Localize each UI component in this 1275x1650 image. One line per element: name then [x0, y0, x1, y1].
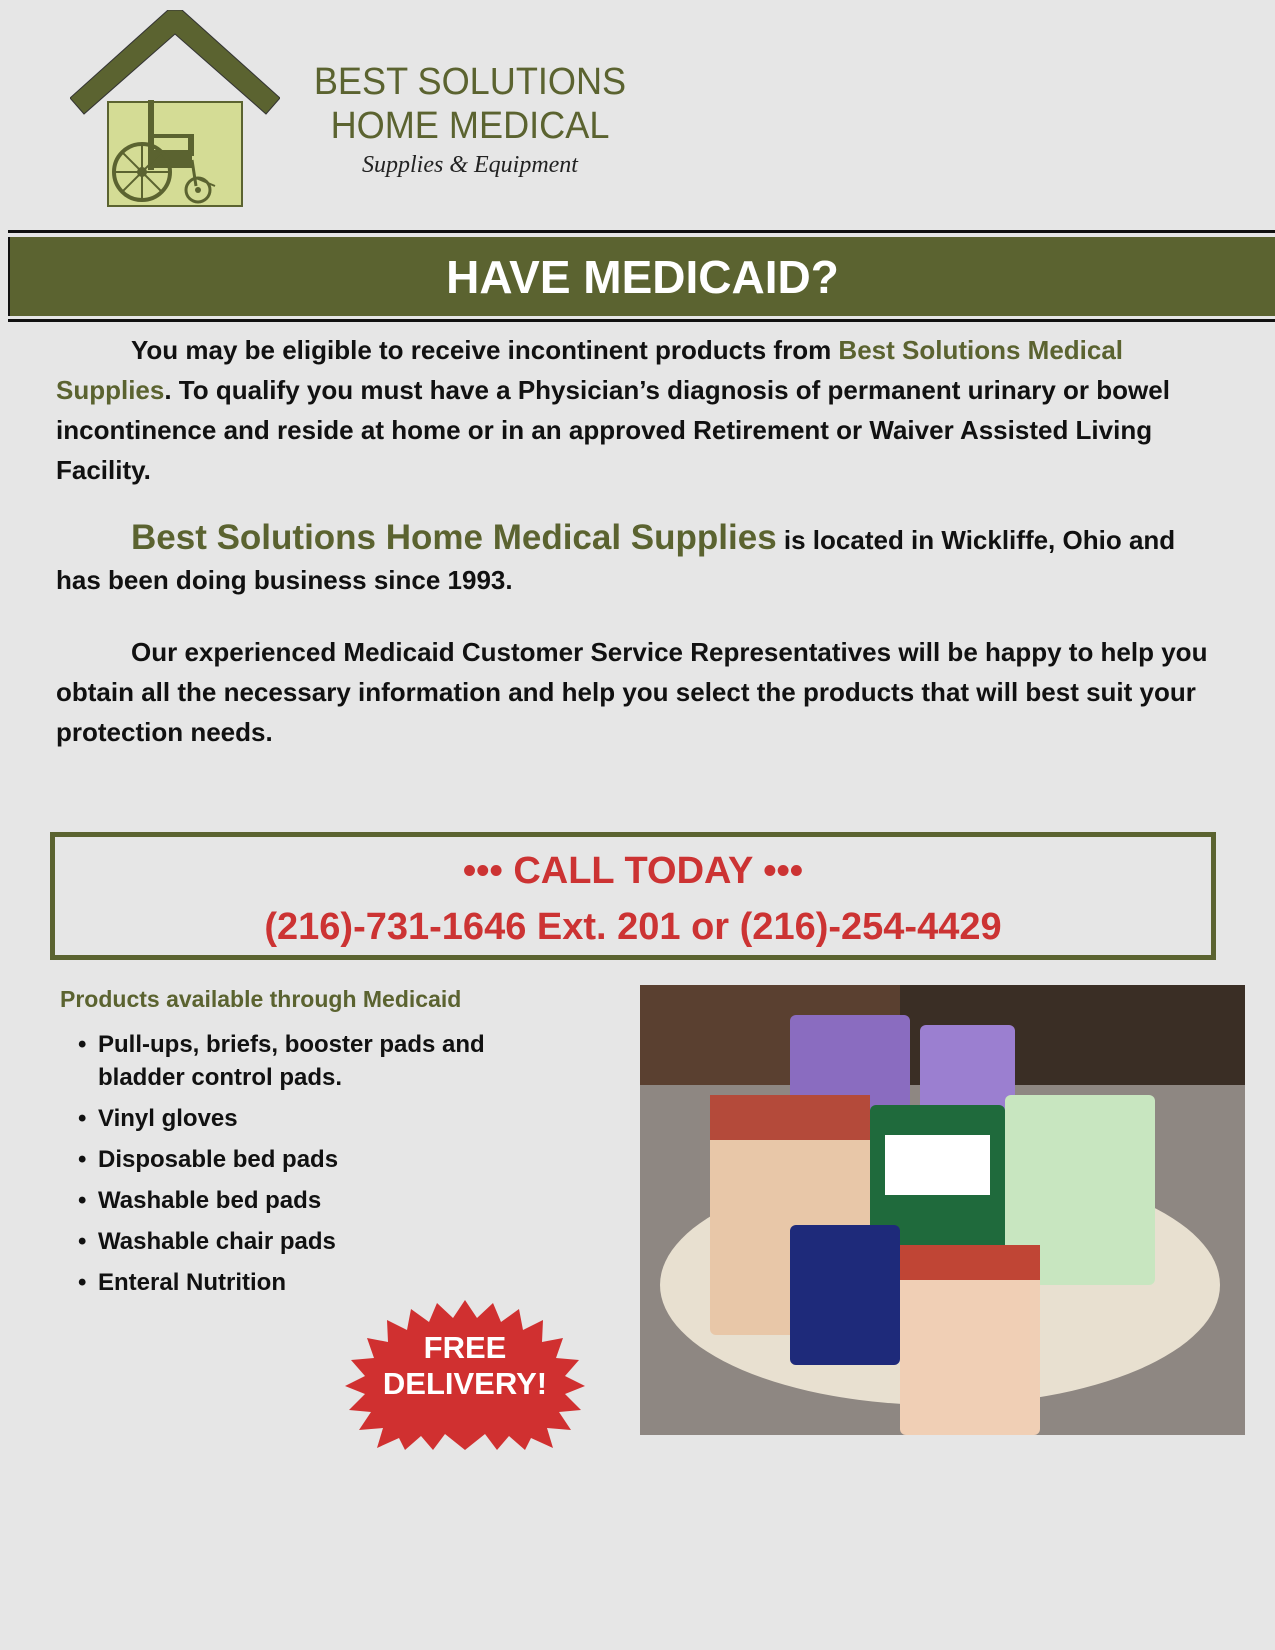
product-packages-illustration — [640, 985, 1245, 1435]
list-item: • Enteral Nutrition — [78, 1266, 518, 1299]
company-name-highlight: Best Solutions Home Medical Supplies — [131, 518, 777, 557]
banner — [8, 230, 1275, 322]
para1-text: You may be eligible to receive incontinent products from — [131, 335, 839, 365]
badge-line-2: DELIVERY! — [382, 1366, 548, 1401]
products-title: Products available through Medicaid — [60, 986, 462, 1012]
bullet-icon: • — [78, 1146, 87, 1173]
phone-numbers[interactable]: (216)-731-1646 Ext. 201 or (216)-254-4429 — [264, 906, 1002, 948]
list-item: • Pull-ups, briefs, booster pads and bladder control pads. — [78, 1028, 518, 1094]
free-delivery-badge — [345, 1330, 585, 1402]
list-item: • Washable chair pads — [78, 1225, 518, 1258]
list-item: • Washable bed pads — [78, 1184, 518, 1217]
list-item: • Disposable bed pads — [78, 1143, 518, 1176]
call-today-box — [50, 832, 1216, 960]
brand-line-2: HOME MEDICAL — [330, 105, 610, 147]
brand-tagline: Supplies & Equipment — [362, 152, 578, 178]
bullet-icon: • — [78, 1105, 87, 1132]
bullet-icon: • — [78, 1269, 87, 1296]
location-paragraph — [56, 518, 1226, 600]
service-paragraph — [56, 632, 1226, 752]
products-list — [78, 1028, 518, 1307]
brand-line-1: BEST SOLUTIONS — [313, 61, 627, 103]
house-wheelchair-icon — [70, 10, 280, 212]
company-name-highlight: Best Solutions Medical Supplies — [56, 335, 1124, 405]
para1-text-after: . To qualify you must have a Physician’s diagnosis of permanent urinary or bowel incontinence and reside at home or in an approved Retirement or Waiver Assisted Living Facility. — [56, 375, 1170, 485]
list-item: • Vinyl gloves — [78, 1102, 518, 1135]
call-today-headline: ••• CALL TODAY ••• — [462, 850, 804, 892]
bullet-icon: • — [78, 1187, 87, 1214]
banner-title: HAVE MEDICAID? — [8, 237, 1275, 316]
eligibility-paragraph — [56, 330, 1226, 490]
brand-name — [290, 60, 650, 179]
product-photo — [640, 985, 1245, 1435]
para3-text: Our experienced Medicaid Customer Service Representatives will be happy to help you obtain all the necessary information and help you select the products that will best suit your protection needs. — [56, 637, 1208, 747]
para2-text: is located in Wickliffe, Ohio and has been doing business since 1993. — [56, 525, 1176, 595]
badge-line-1: FREE — [423, 1330, 507, 1365]
bullet-icon: • — [78, 1031, 87, 1058]
bullet-icon: • — [78, 1228, 87, 1255]
